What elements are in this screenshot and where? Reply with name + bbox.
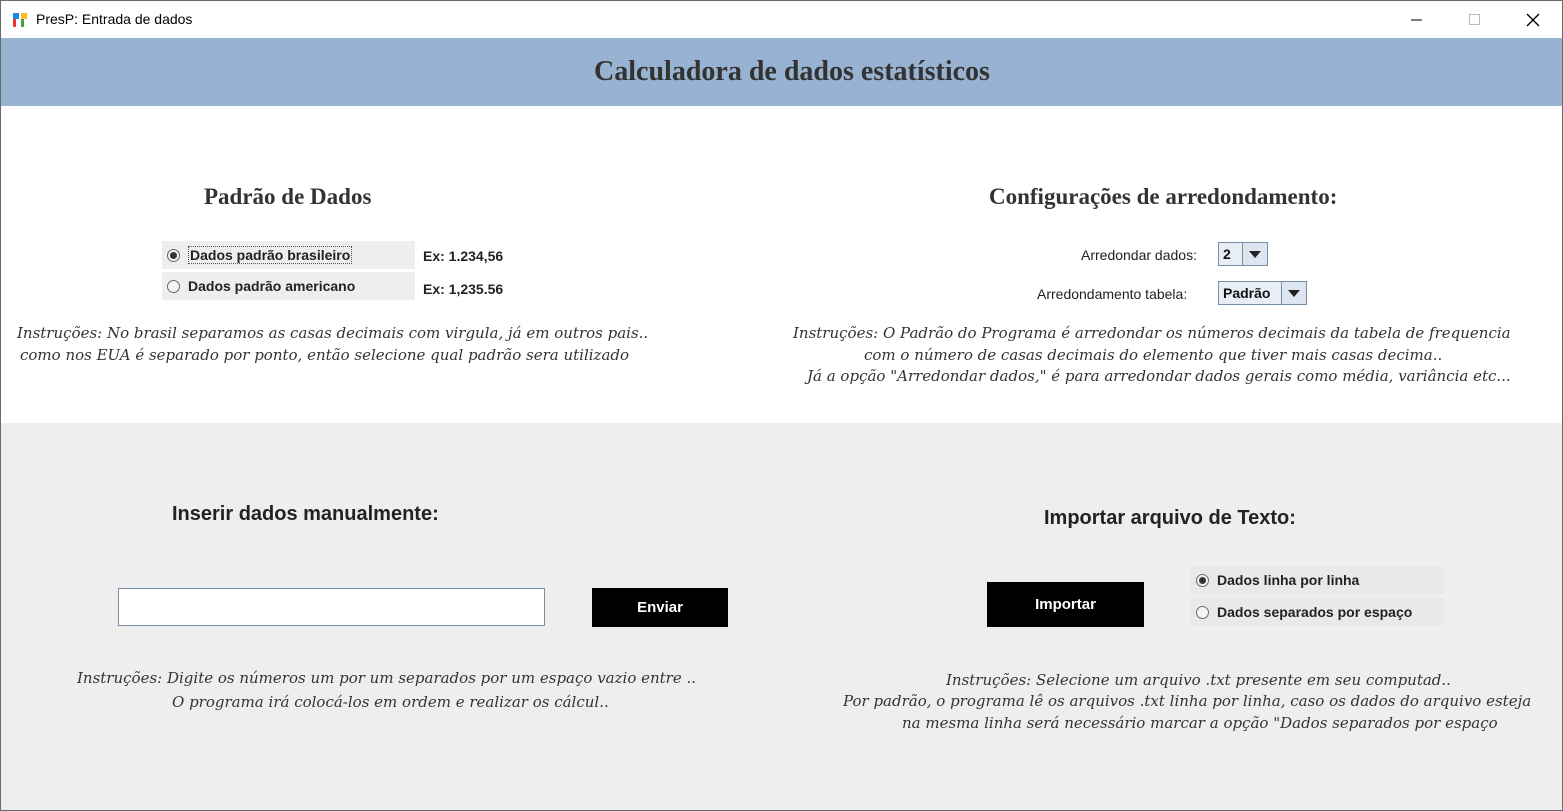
maximize-icon [1469, 14, 1481, 26]
round-table-label: Arredondamento tabela: [1037, 286, 1188, 302]
manual-instruction-line-2: O programa irá colocá-los em ordem e realizar os cálcul.. [172, 693, 609, 711]
radio-label: Dados separados por espaço [1217, 604, 1413, 620]
minimize-icon [1411, 14, 1423, 26]
radio-unchecked-icon[interactable] [167, 280, 180, 293]
round-table-dropdown[interactable] [1218, 281, 1307, 305]
import-instruction-line-1: Instruções: Selecione um arquivo .txt presente em seu computad.. [946, 671, 1451, 689]
radio-space-separated[interactable] [1191, 598, 1444, 626]
manual-input-heading: Inserir dados manualmente: [172, 503, 439, 525]
maximize-button[interactable] [1446, 1, 1504, 38]
title-bar[interactable] [1, 1, 1562, 38]
radio-american-standard[interactable] [162, 272, 415, 300]
window-title: PresP: Entrada de dados [36, 11, 193, 27]
rounding-heading: Configurações de arredondamento: [989, 184, 1338, 209]
data-input[interactable] [118, 588, 545, 626]
app-logo-icon [12, 11, 30, 29]
import-heading: Importar arquivo de Texto: [1044, 507, 1296, 529]
rounding-instruction-line-2: com o número de casas decimais do elemento que tiver mais casas decima.. [864, 346, 1443, 364]
round-data-value: 2 [1223, 246, 1231, 262]
data-standard-heading: Padrão de Dados [204, 184, 372, 209]
chevron-down-icon[interactable] [1242, 243, 1267, 265]
send-button[interactable]: Enviar [592, 588, 728, 627]
chevron-down-icon[interactable] [1281, 282, 1306, 304]
radio-label: Dados padrão americano [188, 278, 356, 294]
example-american: Ex: 1,235.56 [423, 281, 504, 297]
minimize-button[interactable] [1388, 1, 1446, 38]
header-banner [1, 38, 1562, 106]
example-brazilian: Ex: 1.234,56 [423, 248, 504, 264]
radio-checked-icon[interactable] [167, 249, 180, 262]
import-instruction-line-3: na mesma linha será necessário marcar a opção "Dados separados por espaço [902, 714, 1498, 732]
rounding-instruction-line-3: Já a opção "Arredondar dados," é para arredondar dados gerais como média, variância etc... [807, 367, 1511, 385]
radio-line-by-line[interactable] [1191, 566, 1444, 594]
radio-label: Dados linha por linha [1217, 572, 1360, 588]
round-data-dropdown[interactable] [1218, 242, 1268, 266]
manual-instruction-line-1: Instruções: Digite os números um por um separados por um espaço vazio entre .. [77, 669, 697, 687]
radio-checked-icon[interactable] [1196, 574, 1209, 587]
close-button[interactable] [1504, 1, 1562, 38]
data-standard-instruction-line-1: Instruções: No brasil separamos as casas decimais com virgula, já em outros pais.. [17, 324, 649, 342]
close-icon [1526, 13, 1540, 27]
radio-brazilian-standard[interactable] [162, 241, 415, 269]
radio-unchecked-icon[interactable] [1196, 606, 1209, 619]
page-title: Calculadora de dados estatísticos [594, 56, 990, 87]
rounding-instruction-line-1: Instruções: O Padrão do Programa é arredondar os números decimais da tabela de frequencia [793, 324, 1511, 342]
round-data-label: Arredondar dados: [1081, 247, 1197, 263]
data-standard-instruction-line-2: como nos EUA é separado por ponto, então selecione qual padrão sera utilizado [20, 346, 630, 364]
radio-label: Dados padrão brasileiro [190, 247, 351, 263]
round-table-value: Padrão [1223, 285, 1271, 301]
import-button[interactable]: Importar [987, 582, 1144, 627]
import-instruction-line-2: Por padrão, o programa lê os arquivos .txt linha por linha, caso os dados do arquivo esteja [843, 692, 1532, 710]
